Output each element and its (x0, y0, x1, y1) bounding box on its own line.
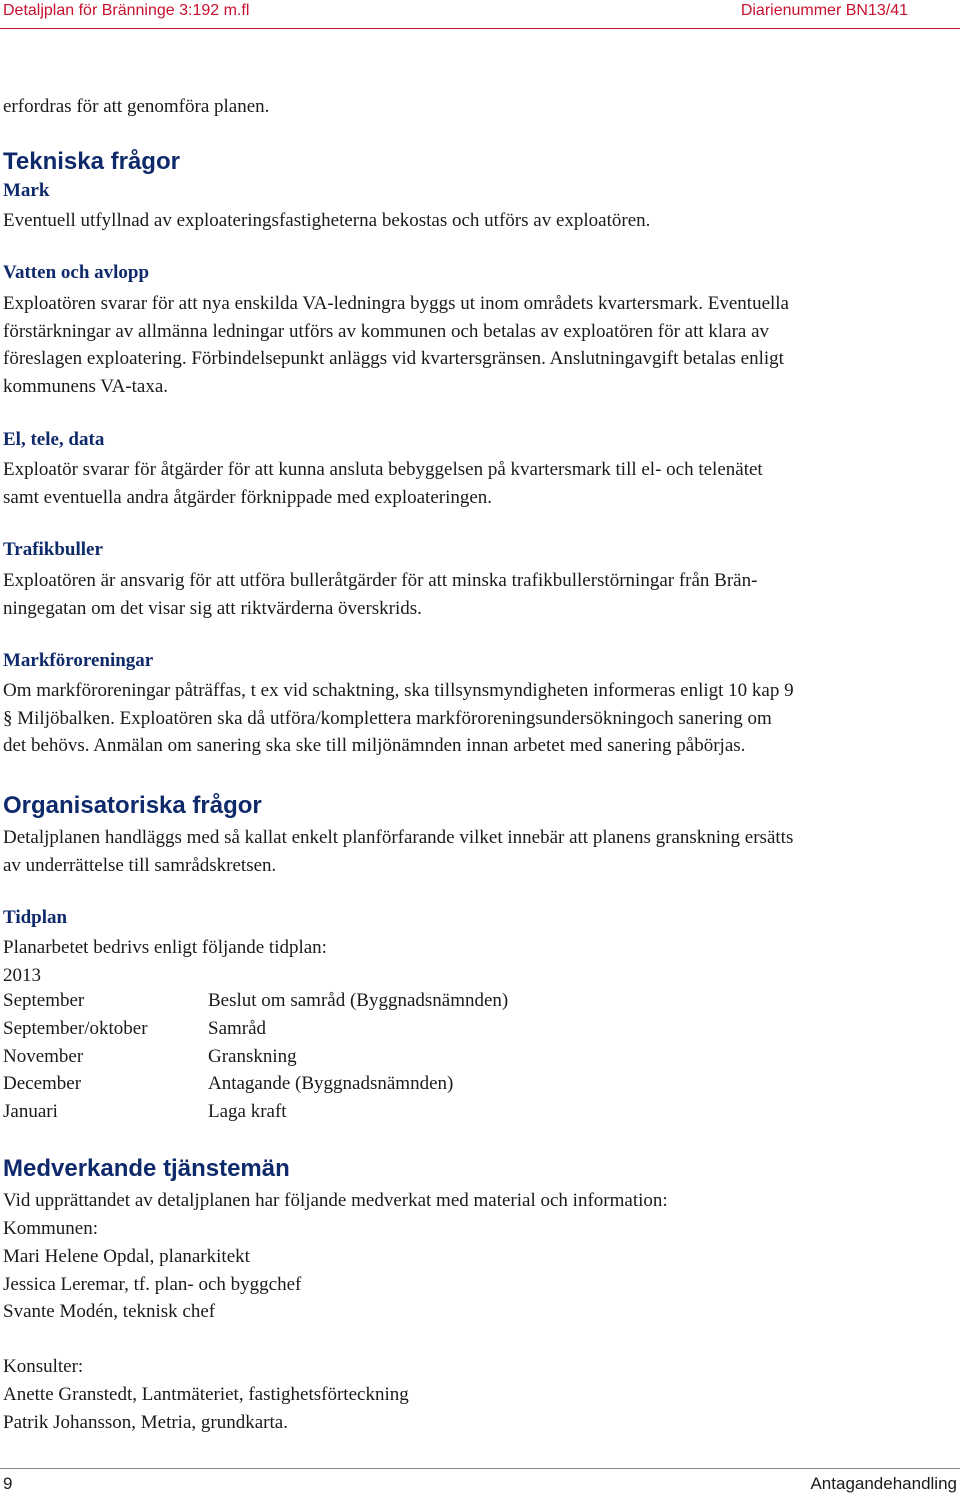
footer-divider (0, 1468, 960, 1469)
header-divider (0, 28, 960, 29)
kommunen-person: Mari Helene Opdal, planarkitekt (3, 1246, 250, 1267)
intro-text: erfordras för att genomföra planen. (3, 96, 270, 117)
subheading-tidplan: Tidplan (3, 907, 68, 928)
konsulter-label: Konsulter: (3, 1356, 84, 1377)
va-line: föreslagen exploatering. Förbindelsepunkt anläggs vid kvartersgränsen. Anslutningavgift betalas enligt (3, 348, 784, 370)
schedule-what: Granskning (208, 1046, 297, 1067)
markfor-line: Om markföroreningar påträffas, t ex vid schaktning, ska tillsynsmyndigheten informeras enligt 10 kap 9 (3, 680, 794, 701)
schedule-when: November (3, 1046, 84, 1067)
markfor-line: § Miljöbalken. Exploatören ska då utföra/komplettera markföroreningsundersökningoch sanering om (3, 707, 772, 729)
schedule-what: Antagande (Byggnadsnämnden) (208, 1073, 454, 1094)
trafik-paragraph (3, 567, 958, 622)
trafik-line: Exploatören är ansvarig för att utföra bulleråtgärder för att minska trafikbullerstörningar från Brän- (3, 570, 758, 591)
markfor-line: det behövs. Anmälan om sanering ska ske till miljönämnden innan arbetet med sanering påbörjas. (3, 735, 746, 757)
tidplan-year: 2013 (3, 965, 41, 986)
el-line: Exploatör svarar för åtgärder för att kunna ansluta bebyggelsen på kvartersmark till el- och telenätet (3, 459, 763, 480)
footer-document-status: Antagandehandling (810, 1474, 957, 1493)
kommunen-label: Kommunen: (3, 1218, 98, 1239)
header-diary-number: Diarienummer BN13/41 (740, 2, 908, 19)
schedule-when: September/oktober (3, 1018, 148, 1039)
schedule-what: Beslut om samråd (Byggnadsnämnden) (208, 990, 509, 1011)
schedule-when: September (3, 990, 85, 1011)
mark-text: Eventuell utfyllnad av exploateringsfastigheterna bekostas och utförs av exploatören. (3, 210, 651, 231)
subheading-mark: Mark (3, 180, 50, 201)
page-header (0, 0, 960, 20)
org-line: av underrättelse till samrådskretsen. (3, 854, 277, 876)
subheading-vatten-avlopp: Vatten och avlopp (3, 262, 150, 283)
el-line: samt eventuella andra åtgärder förknippade med exploateringen. (3, 486, 493, 508)
el-paragraph (3, 456, 958, 511)
schedule-when: Januari (3, 1101, 58, 1122)
tidplan-intro: Planarbetet bedrivs enligt följande tidplan: (3, 937, 327, 958)
medverkande-intro: Vid upprättandet av detaljplanen har följande medverkat med material och information: (3, 1190, 668, 1211)
konsulter-list (3, 1381, 958, 1436)
schedule-what: Samråd (208, 1018, 267, 1039)
org-line: Detaljplanen handläggs med så kallat enkelt planförfarande vilket innebär att planens granskning ersätts (3, 827, 794, 848)
kommunen-list (3, 1243, 958, 1326)
va-paragraph (3, 290, 958, 400)
section-heading-medverkande: Medverkande tjänstemän (3, 1155, 290, 1182)
page-number: 9 (3, 1474, 13, 1493)
header-document-title: Detaljplan för Bränninge 3:192 m.fl (3, 2, 250, 19)
va-line: förstärkningar av allmänna ledningar utförs av kommunen och betalas av exploatören för att klara av (3, 320, 770, 342)
markfor-paragraph (3, 677, 958, 760)
section-heading-organisatoriska: Organisatoriska frågor (3, 792, 262, 819)
subheading-el-tele-data: El, tele, data (3, 429, 105, 450)
kommunen-person: Svante Modén, teknisk chef (3, 1301, 216, 1323)
va-line: kommunens VA-taxa. (3, 375, 169, 397)
schedule-what: Laga kraft (208, 1101, 287, 1122)
kommunen-person: Jessica Leremar, tf. plan- och byggchef (3, 1273, 302, 1295)
va-line: Exploatören svarar för att nya enskilda VA-ledningra byggs ut inom områdets kvartersmark. Eventuella (3, 293, 789, 314)
subheading-markfororeningar: Markföroreningar (3, 650, 154, 671)
subheading-trafikbuller: Trafikbuller (3, 539, 103, 560)
konsult-person: Anette Granstedt, Lantmäteriet, fastighetsförteckning (3, 1384, 409, 1405)
schedule-when: December (3, 1073, 82, 1094)
section-heading-tekniska: Tekniska frågor (3, 148, 180, 175)
organisatoriska-paragraph (3, 824, 958, 879)
trafik-line: ningegatan om det visar sig att riktvärderna överskrids. (3, 597, 422, 619)
konsult-person: Patrik Johansson, Metria, grundkarta. (3, 1411, 288, 1433)
